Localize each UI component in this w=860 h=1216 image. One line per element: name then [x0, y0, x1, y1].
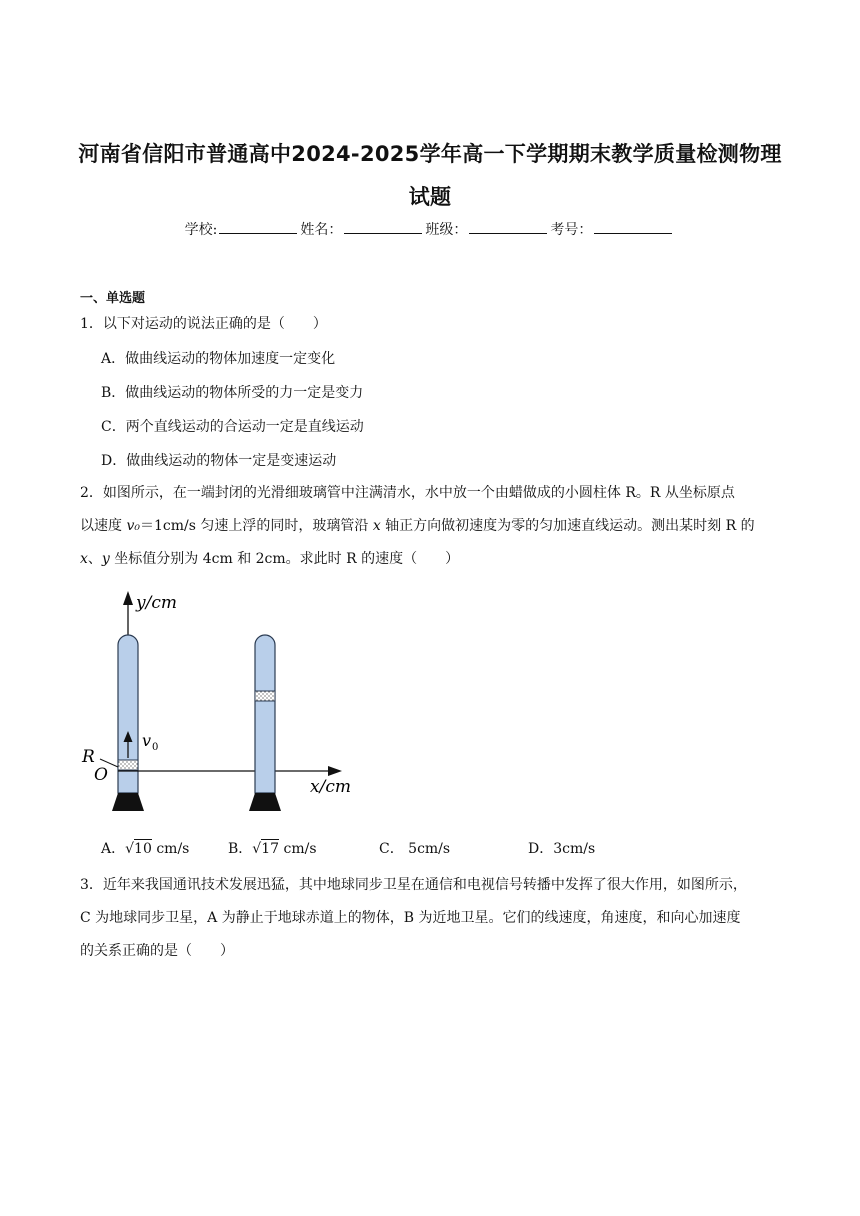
page-title-line-1: 河南省信阳市普通高中2024-2025学年高一下学期期末教学质量检测物理	[78, 142, 782, 166]
question-1-option-c: C．两个直线运动的合运动一定是直线运动	[101, 419, 364, 435]
sqrt-sign: √	[252, 841, 262, 857]
question-3-line-2: C 为地球同步卫星，A 为静止于地球赤道上的物体，B 为近地卫星。它们的线速度，角速度，和向心加速度	[80, 910, 741, 926]
y-axis-label: y/cm	[136, 593, 177, 613]
q2-text: ＝1cm/s 匀速上浮的同时，玻璃管沿	[139, 518, 373, 534]
section-heading: 一、单选题	[80, 291, 146, 306]
left-tube-stopper	[112, 793, 144, 811]
name-blank[interactable]	[344, 221, 422, 234]
question-2-line-3	[80, 543, 785, 576]
velocity-subscript: 0	[152, 742, 159, 753]
right-glass-tube	[255, 635, 275, 793]
question-3-line-1: 3．近年来我国通讯技术发展迅猛，其中地球同步卫星在通信和电视信号转播中发挥了很大作用，如图所示，	[80, 877, 747, 893]
answer-a-unit: cm/s	[151, 841, 190, 857]
answer-a-radicand: 10	[134, 841, 152, 857]
origin-label: O	[94, 765, 108, 785]
number-blank[interactable]	[594, 221, 672, 234]
x-symbol: x	[80, 551, 88, 567]
answer-c: C． 5cm/s	[379, 841, 451, 857]
answer-a-prefix: A．	[101, 841, 126, 857]
q2-text: 、	[87, 551, 102, 567]
answer-b-prefix: B．	[228, 841, 253, 857]
right-tube-stopper	[249, 793, 281, 811]
glass-tube-diagram	[78, 585, 368, 820]
velocity-label: v	[142, 731, 152, 750]
school-blank[interactable]	[219, 221, 297, 234]
question-2-line-2	[80, 510, 785, 543]
class-label: 班级：	[425, 222, 468, 238]
x-axis-label: x/cm	[310, 777, 351, 797]
answer-b-radicand: 17	[261, 841, 280, 857]
school-label: 学校:	[184, 222, 218, 238]
q2-text: 以速度	[80, 518, 127, 534]
q2-text: 坐标值分别为 4cm 和 2cm。求此时 R 的速度（ ）	[109, 551, 460, 567]
class-blank[interactable]	[469, 221, 547, 234]
x-symbol: x	[372, 518, 381, 534]
y-symbol: y	[101, 551, 110, 567]
answer-b-unit: cm/s	[279, 841, 317, 857]
answer-d: D．3cm/s	[528, 841, 596, 857]
y-axis-arrowhead	[123, 591, 133, 605]
question-3-stem	[80, 869, 785, 968]
x-axis-arrowhead	[328, 766, 342, 776]
question-3-line-3: 的关系正确的是（ ）	[80, 943, 234, 959]
answer-b	[228, 838, 317, 858]
wax-cylinder-r	[118, 760, 138, 770]
q2-text: 轴正方向做初速度为零的匀加速直线运动。测出某时刻 R 的	[380, 518, 755, 534]
question-1-option-d: D．做曲线运动的物体一定是变速运动	[101, 453, 337, 469]
question-2-line-1: 2．如图所示，在一端封闭的光滑细玻璃管中注满清水，水中放一个由蜡做成的小圆柱体 R。R 从坐标原点	[80, 485, 735, 501]
question-1-option-a: A．做曲线运动的物体加速度一定变化	[101, 351, 336, 367]
answer-a	[101, 838, 189, 858]
question-2-stem	[80, 477, 785, 576]
v0-symbol: v₀	[126, 518, 140, 534]
number-label: 考号：	[550, 222, 593, 238]
wax-cylinder-r-moved	[255, 691, 275, 701]
student-info-row	[0, 219, 860, 239]
sqrt-sign: √	[125, 841, 135, 857]
question-1-stem: 1．以下对运动的说法正确的是（ ）	[80, 316, 327, 332]
name-label: 姓名：	[300, 222, 343, 238]
r-label: R	[82, 747, 95, 767]
question-1-option-b: B．做曲线运动的物体所受的力一定是变力	[101, 385, 364, 401]
page-title-line-2: 试题	[408, 185, 452, 209]
